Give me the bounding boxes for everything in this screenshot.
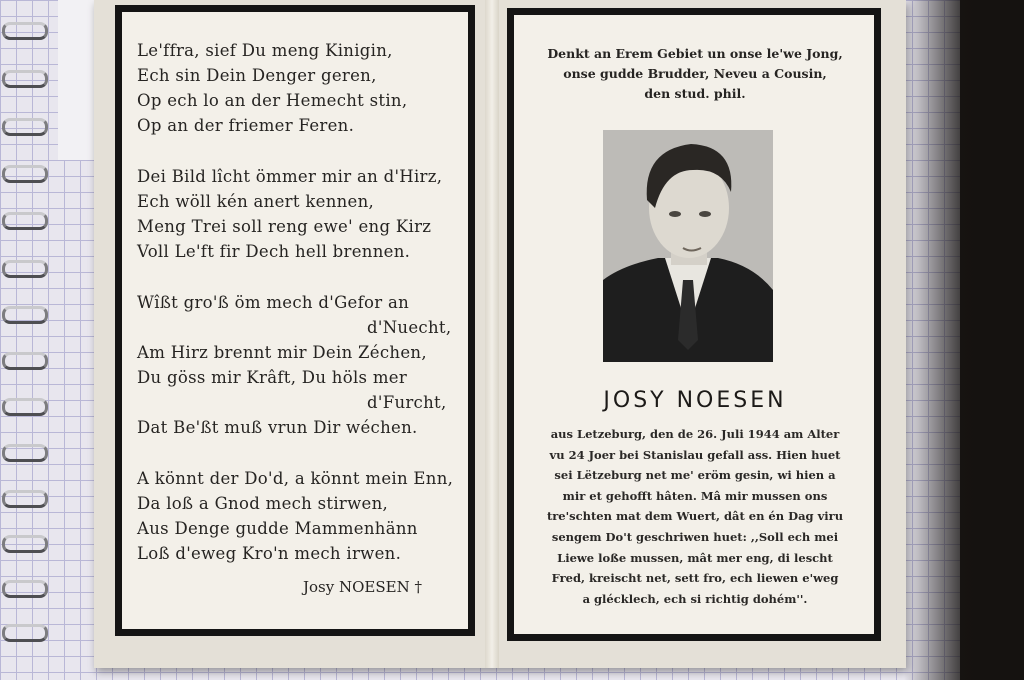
poem-line: Du göss mir Krâft, Du höls mer: [137, 368, 408, 387]
poem-line: Le'ffra, sief Du meng Kinigin,: [137, 41, 393, 60]
memorial-text: [524, 424, 866, 609]
intro-line: onse gudde Brudder, Neveu a Cousin,: [563, 66, 827, 81]
poem-line: Da loß a Gnod mech stirwen,: [137, 494, 389, 513]
spiral-ring: [2, 444, 48, 462]
card-fold: [485, 0, 499, 668]
spiral-ring: [2, 352, 48, 370]
poem-line: Dat Be'ßt muß vrun Dir wéchen.: [137, 418, 418, 437]
bio-line: a glécklech, ech si richtig dohém''.: [582, 591, 808, 606]
poem-line: d'Furcht,: [367, 393, 447, 412]
poem-line: Voll Le'ft fir Dech hell brennen.: [137, 242, 411, 261]
poem-line: Ech sin Dein Denger geren,: [137, 66, 377, 85]
poem-stanza: [137, 466, 457, 566]
poem-line: A könnt der Do'd, a könnt mein Enn,: [137, 469, 454, 488]
spiral-ring: [2, 70, 48, 88]
poem-signature: Josy NOESEN †: [303, 578, 422, 596]
bio-line: tre'schten mat dem Wuert, dât en én Dag viru: [546, 509, 844, 524]
intro-line: den stud. phil.: [644, 86, 746, 101]
poem-stanza: [137, 290, 457, 440]
poem-line: Ech wöll kén anert kennen,: [137, 192, 375, 211]
bio-line: Liewe loße mussen, mât mer eng, di lescht: [557, 550, 833, 565]
poem-line: Op an der friemer Feren.: [137, 116, 355, 135]
spiral-ring: [2, 260, 48, 278]
notebook-margin: [58, 0, 94, 160]
intro-line: Denkt an Erem Gebiet un onse le'we Jong,: [547, 46, 843, 61]
poem-stanza: [137, 164, 457, 264]
table-background: [904, 0, 1024, 680]
spiral-binding: [0, 0, 60, 680]
spiral-ring: [2, 398, 48, 416]
poem-line: Aus Denge gudde Mammenhänn: [137, 519, 418, 538]
portrait-photo: [603, 130, 773, 362]
poem-line: d'Nuecht,: [367, 318, 452, 337]
memorial-intro: [525, 44, 865, 104]
spiral-ring: [2, 118, 48, 136]
poem-line: Wîßt gro'ß öm mech d'Gefor an: [137, 293, 410, 312]
poem-stanza: [137, 38, 457, 138]
bio-line: sengem Do't geschriwen huet: ,,Soll ech mei: [551, 529, 839, 544]
bio-line: Fred, kreischt net, sett fro, ech liewen e'weg: [551, 571, 839, 586]
spiral-ring: [2, 212, 48, 230]
poem-line: Meng Trei soll reng ewe' eng Kirz: [137, 217, 432, 236]
poem-line: Dei Bild lîcht ömmer mir an d'Hirz,: [137, 167, 443, 186]
poem-line: Am Hirz brennt mir Dein Zéchen,: [137, 343, 427, 362]
bio-line: aus Letzeburg, den de 26. Juli 1944 am Alter: [550, 427, 840, 441]
deceased-name: JOSY NOESEN: [603, 388, 787, 413]
bio-line: sei Lëtzeburg net me' eröm gesin, wi hien a: [554, 468, 836, 483]
poem-line: Loß d'eweg Kro'n mech irwen.: [137, 544, 402, 563]
spiral-ring: [2, 165, 48, 183]
poem: [137, 38, 457, 592]
spiral-ring: [2, 580, 48, 598]
bio-line: vu 24 Joer bei Stanislau gefall ass. Hien huet: [549, 447, 841, 462]
bio-line: mir et gehofft hâten. Mâ mir mussen ons: [562, 488, 828, 503]
spiral-ring: [2, 535, 48, 553]
spiral-ring: [2, 22, 48, 40]
poem-line: Op ech lo an der Hemecht stin,: [137, 91, 408, 110]
spiral-ring: [2, 624, 48, 642]
spiral-ring: [2, 306, 48, 324]
spiral-ring: [2, 490, 48, 508]
